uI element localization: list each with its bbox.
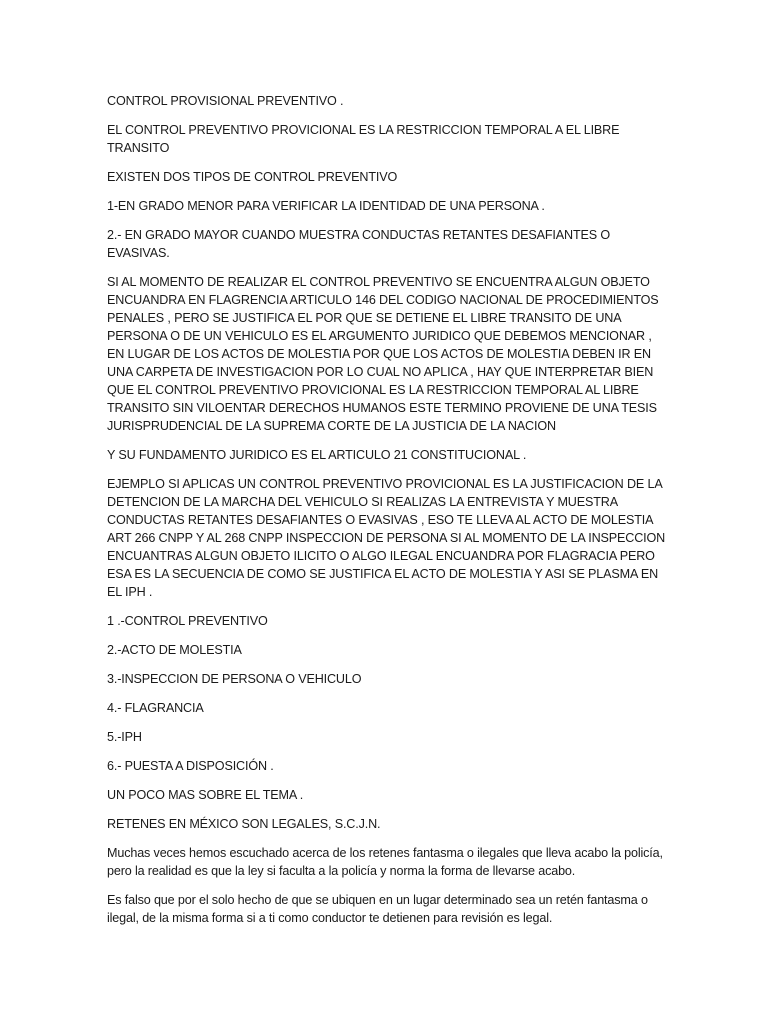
paragraph-example: EJEMPLO SI APLICAS UN CONTROL PREVENTIVO PROVICIONAL ES LA JUSTIFICACION DE LA DETENCION DE LA MARCHA DEL VEHICULO SI REALIZAS LA ENTREVISTA Y MUESTRA CONDUCTAS RETANTES DESAFIANTES O EVASIVAS , ESO TE LLEVA AL ACTO DE MOLESTIA ART 266 CNPP Y AL 268 CNPP INSPECCION DE PERSONA SI AL MOMENTO DE LA INSPECCION ENCUANTRAS ALGUN OBJETO ILICITO O ALGO ILEGAL ENCUANDRA POR FLAGRACIA PERO ESA ES LA SECUENCIA DE COMO SE JUSTIFICA EL ACTO DE MOLESTIA Y ASI SE PLASMA EN EL IPH . xyxy=(107,477,666,599)
list-item: 4.- FLAGRANCIA xyxy=(107,701,204,715)
list-item: 6.- PUESTA A DISPOSICIÓN . xyxy=(107,759,274,773)
paragraph-definition: EL CONTROL PREVENTIVO PROVICIONAL ES LA RESTRICCION TEMPORAL A EL LIBRE TRANSITO xyxy=(107,123,620,155)
section-heading: RETENES EN MÉXICO SON LEGALES, S.C.J.N. xyxy=(107,817,381,831)
paragraph-type-1: 1-EN GRADO MENOR PARA VERIFICAR LA IDENTIDAD DE UNA PERSONA . xyxy=(107,199,545,213)
paragraph-type-2: 2.- EN GRADO MAYOR CUANDO MUESTRA CONDUCTAS RETANTES DESAFIANTES O EVASIVAS. xyxy=(107,228,610,260)
list-item: 2.-ACTO DE MOLESTIA xyxy=(107,643,242,657)
paragraph-explanation: SI AL MOMENTO DE REALIZAR EL CONTROL PREVENTIVO SE ENCUENTRA ALGUN OBJETO ENCUANDRA EN FLAGRENCIA ARTICULO 146 DEL CODIGO NACIONAL DE PROCEDIMIENTOS PENALES , PERO SE JUSTIFICA EL POR QUE SE DETIENE EL LIBRE TRANSITO DE UNA PERSONA O DE UN VEHICULO ES EL ARGUMENTO JURIDICO QUE DEBEMOS MENCIONAR , EN LUGAR DE LOS ACTOS DE MOLESTIA POR QUE LOS ACTOS DE MOLESTIA DEBEN IR EN UNA CARPETA DE INVESTIGACION POR LO CUAL NO APLICA , HAY QUE INTERPRETAR BIEN QUE EL CONTROL PREVENTIVO PROVICIONAL ES LA RESTRICCION TEMPORAL AL LIBRE TRANSITO SIN VILOENTAR DERECHOS HUMANOS ESTE TERMINO PROVIENE DE UNA TESIS JURISPRUDENCIAL DE LA SUPREMA CORTE DE LA JUSTICIA DE LA NACION xyxy=(107,275,659,433)
paragraph-types-intro: EXISTEN DOS TIPOS DE CONTROL PREVENTIVO xyxy=(107,170,398,184)
paragraph-retenes-2: Es falso que por el solo hecho de que se ubiquen en un lugar determinado sea un retén fantasma o ilegal, de la misma forma si a ti como conductor te detienen para revisión es legal. xyxy=(107,893,648,925)
paragraph-retenes-1: Muchas veces hemos escuchado acerca de los retenes fantasma o ilegales que lleva acabo la policía, pero la realidad es que la ley si faculta a la policía y norma la forma de llevarse acabo. xyxy=(107,846,663,878)
document-body xyxy=(107,92,667,938)
paragraph-legal-basis: Y SU FUNDAMENTO JURIDICO ES EL ARTICULO 21 CONSTITUCIONAL . xyxy=(107,448,527,462)
document-title: CONTROL PROVISIONAL PREVENTIVO . xyxy=(107,94,344,108)
list-item: 3.-INSPECCION DE PERSONA O VEHICULO xyxy=(107,672,362,686)
list-item: 5.-IPH xyxy=(107,730,142,744)
paragraph-more-info: UN POCO MAS SOBRE EL TEMA . xyxy=(107,788,304,802)
list-item: 1 .-CONTROL PREVENTIVO xyxy=(107,614,268,628)
